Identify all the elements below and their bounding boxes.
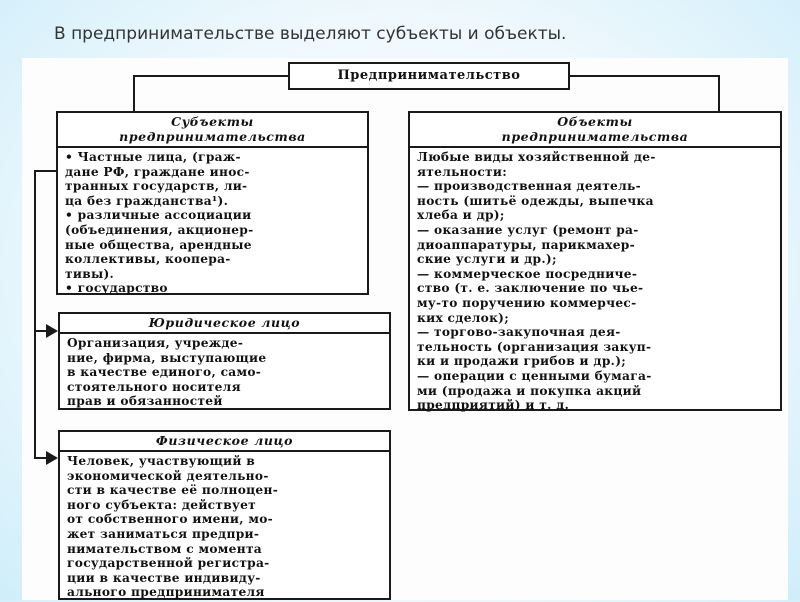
objects-line: — торгово-закупочная дея-	[417, 325, 621, 340]
legal-entity-line: в качестве единого, само-	[67, 365, 262, 380]
objects-line: — оказание услуг (ремонт ра-	[417, 222, 639, 237]
subjects-line: коллективы, коопера-	[65, 252, 231, 267]
objects-line: ство (т. е. заключение по чье-	[417, 281, 644, 296]
subjects-title-line2: предпринимательства	[119, 129, 306, 144]
subjects-line: ца без гражданства¹).	[65, 193, 229, 208]
objects-title-line1: Объекты	[557, 114, 633, 129]
objects-line: — производственная деятель-	[417, 179, 641, 194]
root-box: Предпринимательство	[288, 62, 570, 90]
objects-line: ки и продажи грибов и др.);	[417, 354, 627, 369]
objects-line: ские услуги и др.);	[417, 252, 557, 267]
objects-body	[410, 148, 780, 415]
objects-line: хлеба и др);	[417, 208, 505, 223]
legal-entity-header: Юридическое лицо	[60, 314, 389, 334]
natural-person-body	[60, 452, 389, 602]
subjects-line: • государство	[65, 281, 168, 296]
natural-person-line: жет заниматься предпри-	[67, 526, 260, 541]
subjects-line: • Частные лица, (граж-	[65, 150, 241, 164]
natural-person-line: государственной регистра-	[67, 556, 270, 571]
arrow-head-legal	[46, 324, 58, 338]
root-connector-horizontal-right	[568, 75, 720, 77]
legal-entity-line: Организация, учрежде-	[67, 336, 244, 350]
subjects-box	[56, 111, 369, 295]
natural-person-header: Физическое лицо	[60, 432, 389, 452]
natural-person-line: от собственного имени, мо-	[67, 512, 274, 527]
objects-title-line2: предпринимательства	[501, 129, 689, 144]
subjects-line: (объединения, акционер-	[65, 222, 254, 237]
legal-entity-line: прав и обязанностей	[67, 394, 223, 409]
objects-line: — операции с ценными бумага-	[417, 368, 652, 383]
subject-branch-horizontal	[34, 170, 56, 172]
objects-line: диоаппаратуры, парикмахер-	[417, 237, 635, 252]
legal-entity-line: стоятельного носителя	[67, 379, 241, 394]
natural-person-line: ного субъекта: действует	[67, 497, 257, 512]
objects-line: ми (продажа и покупка акций	[417, 383, 642, 398]
subjects-title-line1: Субъекты	[171, 114, 254, 129]
legal-entity-body	[60, 334, 389, 411]
natural-person-line: Человек, участвующий в	[67, 454, 256, 468]
objects-line: тельность (организация закуп-	[417, 339, 652, 354]
subjects-line: транных государств, ли-	[65, 179, 248, 194]
objects-line: ность (шитьё одежды, выпечка	[417, 193, 654, 208]
diagram-figure	[22, 58, 788, 600]
objects-line: предприятий) и т. д.	[417, 398, 570, 413]
subjects-line: ные общества, арендные	[65, 237, 252, 252]
objects-header	[410, 113, 780, 148]
legal-entity-box	[58, 312, 391, 410]
natural-person-line: ального предпринимателя	[67, 585, 265, 600]
legal-entity-line: ние, фирма, выступающие	[67, 350, 267, 365]
objects-line: ятельности:	[417, 164, 508, 179]
objects-line: ких сделок);	[417, 310, 510, 325]
subjects-body	[58, 148, 367, 298]
objects-line: му-то поручению коммерчес-	[417, 295, 637, 310]
arrow-head-natural	[46, 451, 58, 465]
objects-line: Любые виды хозяйственной де-	[417, 150, 656, 164]
natural-person-line: сти в качестве её полноцен-	[67, 483, 279, 498]
natural-person-line: ции в качестве индивиду-	[67, 570, 261, 585]
slide-title: В предпринимательстве выделяют субъекты и объекты.	[54, 24, 567, 44]
subjects-line: тивы).	[65, 266, 115, 281]
subject-branch-vertical	[34, 170, 36, 458]
objects-line: — коммерческое посредниче-	[417, 266, 638, 281]
connector-right-down	[718, 75, 720, 111]
connector-left-down	[133, 75, 135, 111]
objects-box	[408, 111, 782, 411]
subjects-header	[58, 113, 367, 148]
natural-person-box	[58, 430, 391, 600]
subjects-line: • различные ассоциации	[65, 208, 252, 223]
subjects-line: дане РФ, граждане инос-	[65, 164, 250, 179]
natural-person-line: экономической деятельно-	[67, 468, 269, 483]
root-connector-horizontal	[133, 75, 290, 77]
natural-person-line: нимательством с момента	[67, 541, 263, 556]
